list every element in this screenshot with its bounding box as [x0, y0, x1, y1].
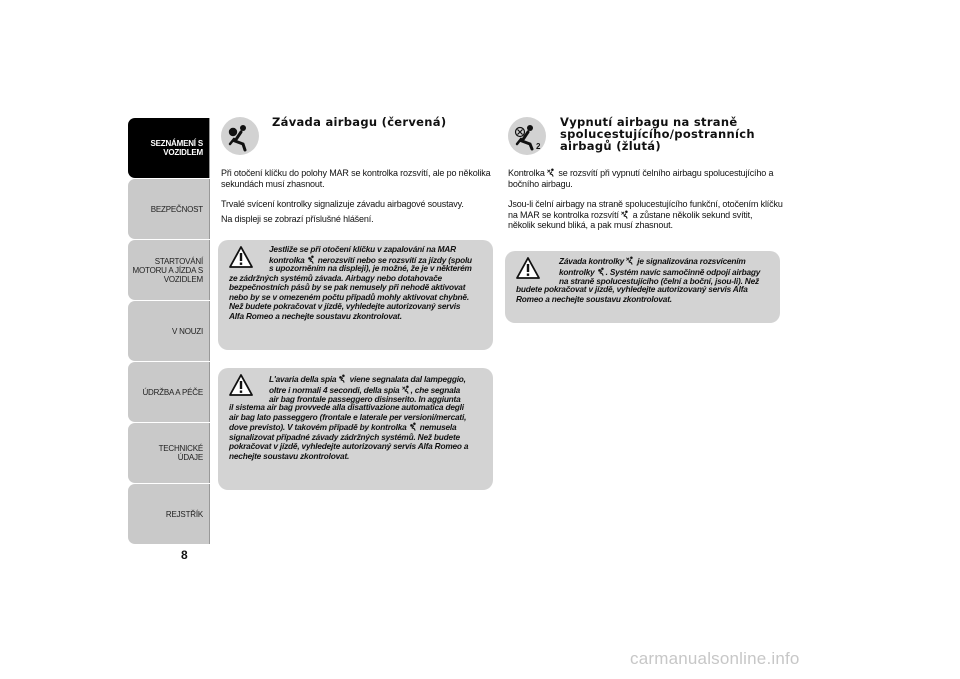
left-paragraph-1	[221, 168, 493, 189]
airbag-warning-icon	[409, 422, 418, 431]
warning-line: ze zádržných systémů závada. Airbagy nebo dotahovače	[229, 272, 442, 283]
warning-line: bezpečnostních pásů by se pak nemusely při nehodě aktivovat	[229, 282, 466, 293]
text-line: Při otočení klíčku do polohy MAR se kontrolka rozsvítí, ale po několika	[221, 168, 491, 178]
warning-triangle-icon	[229, 374, 253, 396]
tab-label: VOZIDLEM	[163, 274, 203, 284]
text-span: Kontrolka	[508, 168, 545, 178]
tab-label: V NOUZI	[171, 326, 203, 336]
tab-technicke-udaje[interactable]	[128, 423, 210, 483]
warning-text: nemusela	[419, 422, 457, 433]
right-paragraph-1	[508, 168, 783, 189]
warning-text: je signalizována rozsvícením	[637, 256, 746, 266]
warning-text: dove previsto). V takovém případě by kontrolka	[229, 422, 407, 433]
airbag-warning-icon	[597, 267, 606, 276]
airbag-off-icon	[626, 256, 635, 265]
warning-text: nerozsvítí nebo se rozsvítí za jízdy (spolu	[317, 254, 472, 265]
tab-label: STARTOVÁNÍ	[154, 256, 203, 266]
warning-line: budete pokračovat v jízdě, vyhledejte autorizovaný servis Alfa	[516, 284, 748, 294]
text-span: na MAR se kontrolka rozsvítí	[508, 209, 619, 220]
warning-line: Jestliže se při otočení klíčku v zapalování na MAR	[269, 244, 456, 254]
warning-line: pokračovat v jízdě, vyhledejte autorizovaný servis Alfa Romeo a	[229, 441, 469, 452]
text-line: několik sekund bliká, a pak musí zhasnout.	[508, 220, 673, 230]
warning-text: L'avaria della spia	[269, 374, 337, 384]
warning-text: oltre i normali 4 secondi, della spia	[269, 384, 400, 395]
warning-line	[559, 256, 760, 267]
text-line: sekundách musí zhasnout.	[221, 178, 325, 189]
warning-line: Alfa Romeo a nechejte soustavu zkontrolovat.	[229, 310, 402, 321]
airbag-off-icon	[402, 385, 411, 394]
airbag-warning-icon	[338, 374, 347, 383]
warning-line: signalizovat případné závady zádržných systémů. Než budete	[229, 431, 460, 442]
title-line: airbagů (žlutá)	[560, 139, 661, 153]
warning-text: . Systém navíc samočinně odpojí airbagy	[605, 266, 761, 277]
left-paragraph-2: Trvalé svícení kontrolky signalizuje závadu airbagové soustavy.	[221, 199, 464, 209]
tab-label: ÚDRŽBA A PÉČE	[142, 387, 203, 397]
tab-startovani[interactable]	[128, 240, 210, 300]
text-span: a zůstane několik sekund svítit,	[632, 209, 753, 220]
right-paragraph-2	[508, 199, 788, 231]
airbag-off-icon	[508, 117, 546, 155]
tab-bezpecnost[interactable]	[128, 179, 210, 239]
tab-seznameni-s-vozidlem[interactable]	[128, 118, 210, 178]
tab-v-nouzi[interactable]	[128, 301, 210, 361]
title-line: spolucestujícího/postranních	[560, 127, 755, 141]
tab-rejstrik[interactable]	[128, 484, 210, 544]
warning-text: , che segnala	[410, 384, 461, 395]
warning-line: s upozorněním na displeji), je možné, že je v některém	[269, 263, 472, 273]
warning-box-2	[218, 368, 493, 490]
text-line	[508, 168, 783, 179]
warning-line: air bag lato passeggero (frontale e laterale per versioni/mercati,	[229, 411, 467, 422]
warning-line: il sistema air bag provvede alla disattivazione automatica degli	[229, 402, 464, 412]
warning-triangle-icon	[516, 257, 540, 279]
text-line: bočního airbagu.	[508, 178, 573, 189]
warning-line: na straně spolucestujícího (čelní a boční, jsou-li). Než	[559, 276, 759, 287]
section-title-airbag-failure: Závada airbagu (červená)	[272, 115, 447, 129]
text-span: se rozsvítí při vypnutí čelního airbagu spolucestujícího a	[558, 168, 774, 178]
warning-text: kontrolky	[559, 266, 595, 277]
page-number: 8	[181, 548, 188, 562]
tab-label: VOZIDLEM	[163, 148, 203, 157]
warning-line: nechejte soustavu zkontrolovat.	[229, 450, 350, 461]
section-title-airbag-deactivation	[560, 116, 755, 152]
icon-subscript: 2	[536, 142, 541, 151]
watermark: carmanualsonline.info	[630, 649, 800, 668]
chapter-sidebar	[128, 118, 210, 546]
left-paragraph-3: Na displeji se zobrazí příslušné hlášení.	[221, 214, 374, 224]
airbag-off-icon	[621, 210, 630, 219]
warning-text: kontrolka	[269, 254, 305, 265]
tab-label: MOTORU A JÍZDA S	[132, 265, 203, 275]
warning-line: Než budete pokračovat v jízdě, vyhledejte autorizovaný servis	[229, 301, 461, 312]
airbag-warning-icon	[221, 117, 259, 155]
warning-line: nebo by se v omezeném počtu případů mohly aktivovat chybně.	[229, 291, 469, 302]
tab-label: SEZNÁMENÍ S	[150, 139, 203, 148]
tab-label: TECHNICKÉ ÚDAJE	[158, 444, 203, 462]
title-line: Vypnutí airbagu na straně	[560, 115, 738, 129]
tab-label: BEZPEČNOST	[150, 204, 203, 214]
warning-line	[269, 374, 466, 385]
warning-box-1	[218, 240, 493, 350]
warning-line: Romeo a nechejte soustavu zkontrolovat.	[516, 293, 672, 304]
warning-text: viene segnalata dal lampeggio,	[349, 374, 466, 384]
warning-box-3	[505, 251, 780, 323]
warning-line: air bag frontale passeggero disinserito. In aggiunta	[269, 394, 461, 405]
tab-udrzba-a-pece[interactable]	[128, 362, 210, 422]
warning-text: Závada kontrolky	[559, 256, 625, 266]
airbag-off-icon	[547, 168, 556, 177]
text-line: Jsou-li čelní airbagy na straně spolucestujícího funkční, otočením klíčku	[508, 199, 783, 209]
text-line	[508, 210, 788, 221]
tab-label: REJSTŘÍK	[165, 509, 203, 519]
